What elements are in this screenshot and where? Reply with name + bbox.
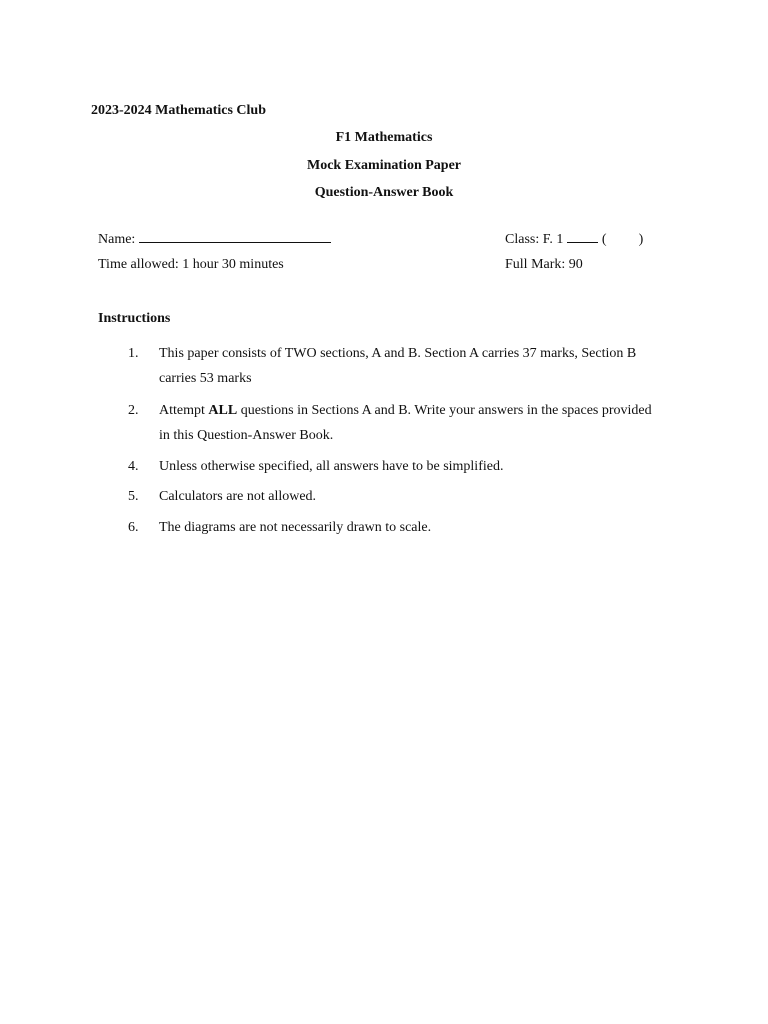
- book-title: Question-Answer Book: [314, 185, 454, 200]
- instruction-number: 6.: [128, 520, 139, 535]
- instruction-text: Unless otherwise specified, all answers have to be simplified.: [159, 459, 504, 474]
- instruction-number: 2.: [128, 403, 139, 418]
- instruction-number: 1.: [128, 346, 139, 361]
- class-field: [505, 230, 643, 248]
- class-blank-line[interactable]: [567, 230, 598, 243]
- instructions-heading: Instructions: [98, 311, 171, 326]
- instruction-text-post: questions in Sections A and B. Write your answers in the spaces provided in this Question-Answer Book.: [159, 403, 652, 443]
- instruction-emphasis: ALL: [208, 403, 238, 418]
- instruction-text-pre: Attempt: [159, 403, 209, 418]
- instruction-text: The diagrams are not necessarily drawn to scale.: [159, 520, 432, 535]
- class-label: Class: F. 1: [505, 232, 564, 247]
- instruction-text: [159, 398, 659, 448]
- name-field: [98, 230, 331, 248]
- class-paren-close: ): [638, 232, 644, 247]
- class-paren-open: (: [601, 232, 607, 247]
- instruction-text: This paper consists of TWO sections, A and B. Section A carries 37 marks, Section B carries 53 marks: [159, 346, 637, 386]
- name-blank-line[interactable]: [139, 230, 331, 243]
- subject-title: F1 Mathematics: [335, 130, 433, 145]
- club-title: 2023-2024 Mathematics Club: [91, 103, 266, 118]
- time-allowed: Time allowed: 1 hour 30 minutes: [98, 257, 284, 272]
- instruction-number: 4.: [128, 459, 139, 474]
- instruction-text: Calculators are not allowed.: [159, 489, 317, 504]
- full-mark: Full Mark: 90: [505, 257, 583, 272]
- name-label: Name:: [98, 232, 136, 247]
- instruction-number: 5.: [128, 489, 139, 504]
- paper-title: Mock Examination Paper: [307, 158, 461, 173]
